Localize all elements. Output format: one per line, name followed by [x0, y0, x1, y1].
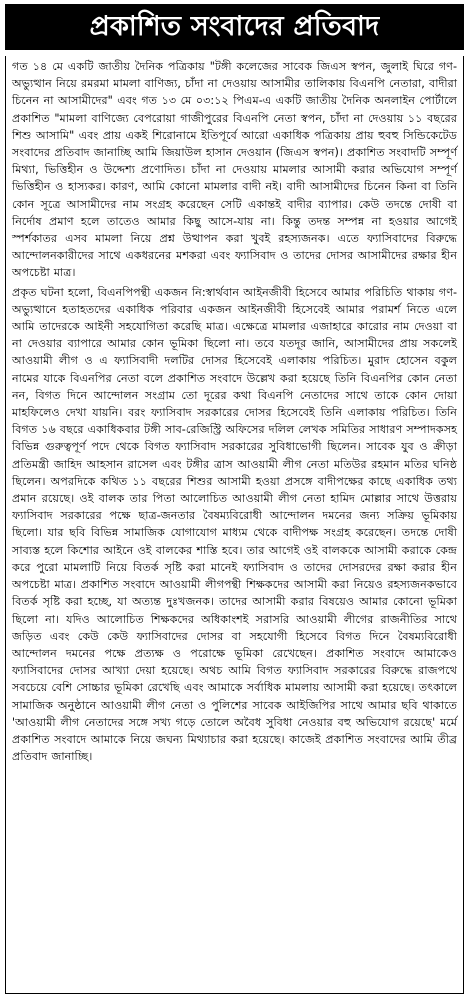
headline: প্রকাশিত সংবাদের প্রতিবাদ — [5, 4, 464, 50]
paragraph-2: প্রকৃত ঘটনা হলো, বিএনপিপন্থী একজন নি:স্বার্থবান আইনজীবী হিসেবে আমার পরিচিতি থাকায় গণ-অভ্যুত্থানে হতাহতদের একাধিক পরিবার একজন আইনজীবী হিসেবেই আমার পরামর্শ নিতে এলে আমি তাদেরকে আইনী সহযোগিতা করেছি মাত্র। এক্ষেত্রে মামলার এজাহারে কারোর নাম দেওয়া বা না দেওয়ার ব্যাপারে আমার কোন ভূমিকা ছিলো না। তবে যতদূর জানি, আসামীদের প্রায় সকলেই আওয়ামী লীগ ও এ ফ্যাসিবাদী দলটির দোসর হিসেবেই এলাকায় পরিচিত। মুরাদ হোসেন বকুল নামের যাকে বিএনপির নেতা বলে প্রকাশিত সংবাদে উল্লেখ করা হয়েছে তিনি বিএনপির কোন নেতা নন, বিগত দিনে আন্দোলন সংগ্রাম তো দূরের কথা বিএনপি নেতাদের সাথে তাকে কোন দোয়া মাহফিলেও দেখা যায়নি। বরং ফ্যাসিবাদ সরকারের দোসর হিসেবেই তিনি এলাকায় পরিচিত। তিনি বিগত ১৬ বছরে একাধিকবার টঙ্গী সাব-রেজিস্ট্রি অফিসের দলিল লেখক সমিতির সাধারণ সম্পাদকসহ বিভিন্ন গুরুত্বপূর্ণ পদে থেকে বিগত ফ্যাসিবাদ সরকারের সুবিধাভোগী ছিলেন। সাবেক যুব ও ক্রীড়া প্রতিমন্ত্রী জাহিদ আহসান রাসেল এবং টঙ্গীর ত্রাস আওয়ামী লীগ নেতা মতিউর রহমান মতির ঘনিষ্ঠ ছিলেন। অপরদিকে কথিত ১১ বছরের শিশুর আসামী হওয়া প্রসঙ্গে বাদীপক্ষের কাছে একাধিক তথ্য প্রমান রয়েছে। ওই বালক তার পিতা আলোচিত আওয়ামী লীগ নেতা হামিদ মোল্লার সাথে উত্তরায় ফ্যাসিবাদ সরকারের পক্ষে ছাত্র-জনতার বৈষম্যবিরোধী আন্দোলন দমনের জন্য সক্রিয় ভূমিকায় ছিলো। যার ছবি বিভিন্ন সামাজিক যোগাযোগ মাধ্যম থেকে বাদীপক্ষ সংগ্রহ করেছেন। তদন্তে দোষী সাব্যস্ত হলে কিশোর আইনে ওই বালকের শাস্তি হবে। তার আগেই ওই বালককে আসামী করাকে কেন্দ্র করে পুরো মামলাটি নিয়ে বিতর্ক সৃষ্টি করা মানেই ফ্যাসিবাদ ও তাদের দোসরদের রক্ষা করার হীন অপচেষ্টা মাত্র। প্রকাশিত সংবাদে আওয়ামী লীগপন্থী শিক্ষকদের আসামী করা নিয়েও রহস্যজনকভাবে বিতর্ক সৃষ্টি করা হচ্ছে, যা অত্যন্ত দুঃখজনক। তাদের আসামী করার বিষয়েও আমার কোনো ভূমিকা ছিলো না। যদিও আলোচিত শিক্ষকদের অধিকাংশই সরাসরি আওয়ামী লীগের রাজনীতির সাথে জড়িত এবং কেউ কেউ ফ্যাসিবাদের দোসর বা সহযোগী হিসেবে বিগত দিনে বৈষম্যবিরোধী আন্দোলন দমনের পক্ষে প্রত্যক্ষ ও পরোক্ষে ভূমিকা রেখেছেন। প্রকাশিত সংবাদে আমাকেও ফ্যাসিবাদের দোসর আখ্যা দেয়া হয়েছে। অথচ আমি বিগত ফ্যাসিবাদ সরকারের বিরুদ্ধে রাজপথে সবচেয়ে বেশি সোচ্চার ভূমিকা রেখেছি এবং আমাকে সর্বাধিক মামলায় আসামী করা হয়েছে। তৎকালে সামাজিক অনুষ্ঠানে আওয়ামী লীগ নেতা ও পুলিশের সাবেক আইজিপির সাথে আমার ছবি থাকাতে 'আওয়ামী লীগ নেতাদের সঙ্গে সখ্য গড়ে তোলে অবৈধ সুবিধা নেওয়ার বহু অভিযোগ রয়েছে' মর্মে প্রকাশিত সংবাদে আমাকে নিয়ে জঘন্য মিথ্যাচার করা হয়েছে। কাজেই প্রকাশিত সংবাদের আমি তীব্র প্রতিবাদ জানাচ্ছি। — [12, 285, 457, 764]
notice-body — [5, 56, 464, 994]
paragraph-1: গত ১৪ মে একটি জাতীয় দৈনিক পত্রিকায় "টঙ্গী কলেজের সাবেক জিএস স্বপন, জুলাই ঘিরে গণ-অভ্যুত্থান নিয়ে রমরমা মামলা বাণিজ্য, চাঁদা না দেওয়ায় আসামীর তালিকায় বিএনপি নেতারা, বাদীরা চিনেন না আসামীদের" এবং গত ১৩ মে ০৩:১২ পিএম-এ একটি জাতীয় দৈনিক অনলাইন পোর্টালে প্রকাশিত "মামলা বাণিজ্যে বেপরোয়া গাজীপুরের বিএনপি নেতা স্বপন, চাঁদা না দেওয়ায় ১১ বছরের শিশু আসামি" এবং প্রায় একই শিরোনামে ইতিপূর্বে আরো একাধিক পত্রিকায় প্রায় হুবহু সিন্ডিকেটেড সংবাদের প্রতিবাদ জানাচ্ছি আমি জিয়াউল হাসান দেওয়ান (জিএস স্বপন)। প্রকাশিত সংবাদটি সম্পূর্ণ মিথ্যা, ভিত্তিহীন ও উদ্দেশ্য প্রণোদিত। চাঁদা না দেওয়ায় মামলার আসামী করার অভিযোগ সম্পূর্ণ ভিত্তিহীন ও হাস্যকর। কারণ, আমি কোনো মামলার বাদী নই। বাদী আসামীদের চিনেন কিনা বা তিনি কোন সূত্রে আসামীদের নাম সংগ্রহ করেছেন সেটি একান্তই বাদীর ব্যাপার। কেউ তদন্তে দোষী বা নির্দোষ প্রমাণ হলে তাতেও আমার কিছু আসে-যায় না। কিন্তু তদন্ত সম্পন্ন না হওয়ার আগেই স্পর্শকাতর এসব মামলা নিয়ে প্রশ্ন উত্থাপন করা খুবই রহস্যজনক। এতে ফ্যাসিবাদের বিরুদ্ধে আন্দোলনকারীদের সাথে একধরনের মশকরা এবং ফ্যাসিবাদ ও তাদের দোসর আসামীদের রক্ষার হীন অপচেষ্টা মাত্র। — [12, 60, 457, 280]
